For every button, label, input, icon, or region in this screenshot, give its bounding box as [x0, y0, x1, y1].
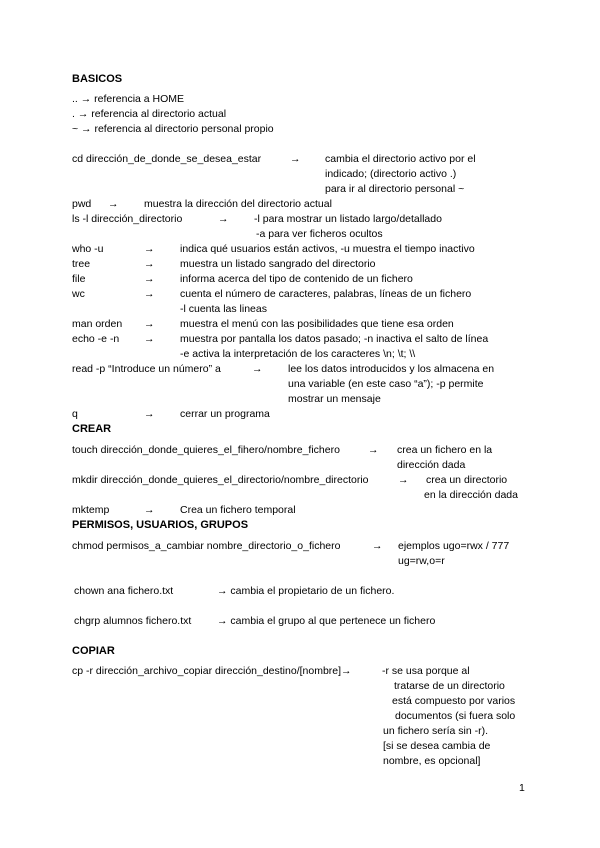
- chmod-desc: ug=rw,o=r: [398, 555, 445, 567]
- arrow: →: [290, 153, 301, 165]
- q-desc: cerrar un programa: [180, 408, 270, 420]
- pwd-desc: muestra la dirección del directorio actual: [144, 198, 332, 210]
- read-command: read -p “Introduce un número” a: [72, 363, 221, 375]
- arrow: →: [144, 504, 155, 516]
- read-desc: lee los datos introducidos y los almacena en: [288, 363, 495, 375]
- ls-desc: -l para mostrar un listado largo/detallado: [254, 213, 442, 225]
- tree-desc: muestra un listado sangrado del directorio: [180, 258, 376, 270]
- chmod-desc: ejemplos ugo=rwx / 777: [398, 540, 510, 552]
- arrow: →: [144, 273, 155, 285]
- echo-command: echo -e -n: [72, 333, 120, 345]
- basic-line: . → referencia al directorio actual: [72, 108, 227, 120]
- man-desc: muestra el menú con las posibilidades que tiene esa orden: [180, 318, 454, 330]
- q-command: q: [72, 408, 78, 420]
- heading-crear: CREAR: [72, 423, 112, 435]
- arrow: →: [144, 243, 155, 255]
- chgrp-command: chgrp alumnos fichero.txt: [74, 615, 192, 627]
- page-number: 1: [519, 782, 525, 794]
- mktemp-desc: Crea un fichero temporal: [180, 504, 296, 516]
- touch-command: touch dirección_donde_quieres_el_fihero/nombre_fichero: [72, 444, 340, 456]
- arrow: →: [144, 258, 155, 270]
- heading-permisos: PERMISOS, USUARIOS, GRUPOS: [72, 519, 249, 531]
- cp-desc: un fichero sería sin -r).: [383, 725, 489, 737]
- wc-desc: -l cuenta las lineas: [180, 303, 267, 315]
- man-command: man orden: [72, 318, 123, 330]
- who-command: who -u: [72, 243, 104, 255]
- arrow: →: [144, 333, 155, 345]
- chmod-command: chmod permisos_a_cambiar nombre_directorio_o_fichero: [72, 540, 341, 552]
- chgrp-desc: → cambia el grupo al que pertenece un fichero: [217, 615, 436, 627]
- echo-desc: muestra por pantalla los datos pasado; -n inactiva el salto de línea: [180, 333, 489, 345]
- arrow: →: [398, 474, 409, 486]
- pwd-command: pwd: [72, 198, 92, 210]
- cd-desc: indicado; (directorio activo .): [325, 168, 457, 180]
- mkdir-desc: en la dirección dada: [424, 489, 518, 501]
- arrow: →: [368, 444, 379, 456]
- cp-desc: nombre, es opcional]: [383, 755, 481, 767]
- cd-desc: para ir al directorio personal ~: [325, 183, 465, 195]
- cp-desc: [si se desea cambia de: [383, 740, 491, 752]
- chown-command: chown ana fichero.txt: [74, 585, 174, 597]
- arrow: →: [372, 540, 383, 552]
- heading-copiar: COPIAR: [72, 645, 115, 657]
- mkdir-desc: crea un directorio: [426, 474, 508, 486]
- read-desc: mostrar un mensaje: [288, 393, 381, 405]
- arrow: →: [144, 408, 155, 420]
- file-command: file: [72, 273, 86, 285]
- mktemp-command: mktemp: [72, 504, 110, 516]
- arrow: →: [144, 288, 155, 300]
- heading-basicos: BASICOS: [72, 73, 123, 85]
- cp-desc: documentos (si fuera solo: [395, 710, 516, 722]
- tree-command: tree: [72, 258, 91, 270]
- file-desc: informa acerca del tipo de contenido de un fichero: [180, 273, 413, 285]
- touch-desc: dirección dada: [397, 459, 466, 471]
- cp-desc: -r se usa porque al: [382, 665, 470, 677]
- ls-command: ls -l dirección_directorio: [72, 213, 183, 225]
- cd-command: cd dirección_de_donde_se_desea_estar: [72, 153, 262, 165]
- arrow: →: [218, 213, 229, 225]
- cp-desc: tratarse de un directorio: [394, 680, 505, 692]
- echo-desc: -e activa la interpretación de los caracteres \n; \t; \\: [180, 348, 416, 360]
- touch-desc: crea un fichero en la: [397, 444, 493, 456]
- cd-desc: cambia el directorio activo por el: [325, 153, 476, 165]
- basic-line: ~ → referencia al directorio personal propio: [72, 123, 274, 135]
- arrow: →: [252, 363, 263, 375]
- basic-line: .. → referencia a HOME: [72, 93, 185, 105]
- mkdir-command: mkdir dirección_donde_quieres_el_directorio/nombre_directorio: [72, 474, 369, 486]
- who-desc: indica qué usuarios están activos, -u muestra el tiempo inactivo: [180, 243, 475, 255]
- cp-desc: está compuesto por varios: [392, 695, 516, 707]
- read-desc: una variable (en este caso “a”); -p permite: [288, 378, 484, 390]
- wc-command: wc: [72, 288, 85, 300]
- wc-desc: cuenta el número de caracteres, palabras, líneas de un fichero: [180, 288, 472, 300]
- ls-desc: -a para ver ficheros ocultos: [256, 228, 383, 240]
- arrow: →: [108, 198, 119, 210]
- arrow: →: [144, 318, 155, 330]
- cp-command: cp -r dirección_archivo_copiar dirección_destino/[nombre]→: [72, 665, 352, 677]
- chown-desc: → cambia el propietario de un fichero.: [217, 585, 395, 597]
